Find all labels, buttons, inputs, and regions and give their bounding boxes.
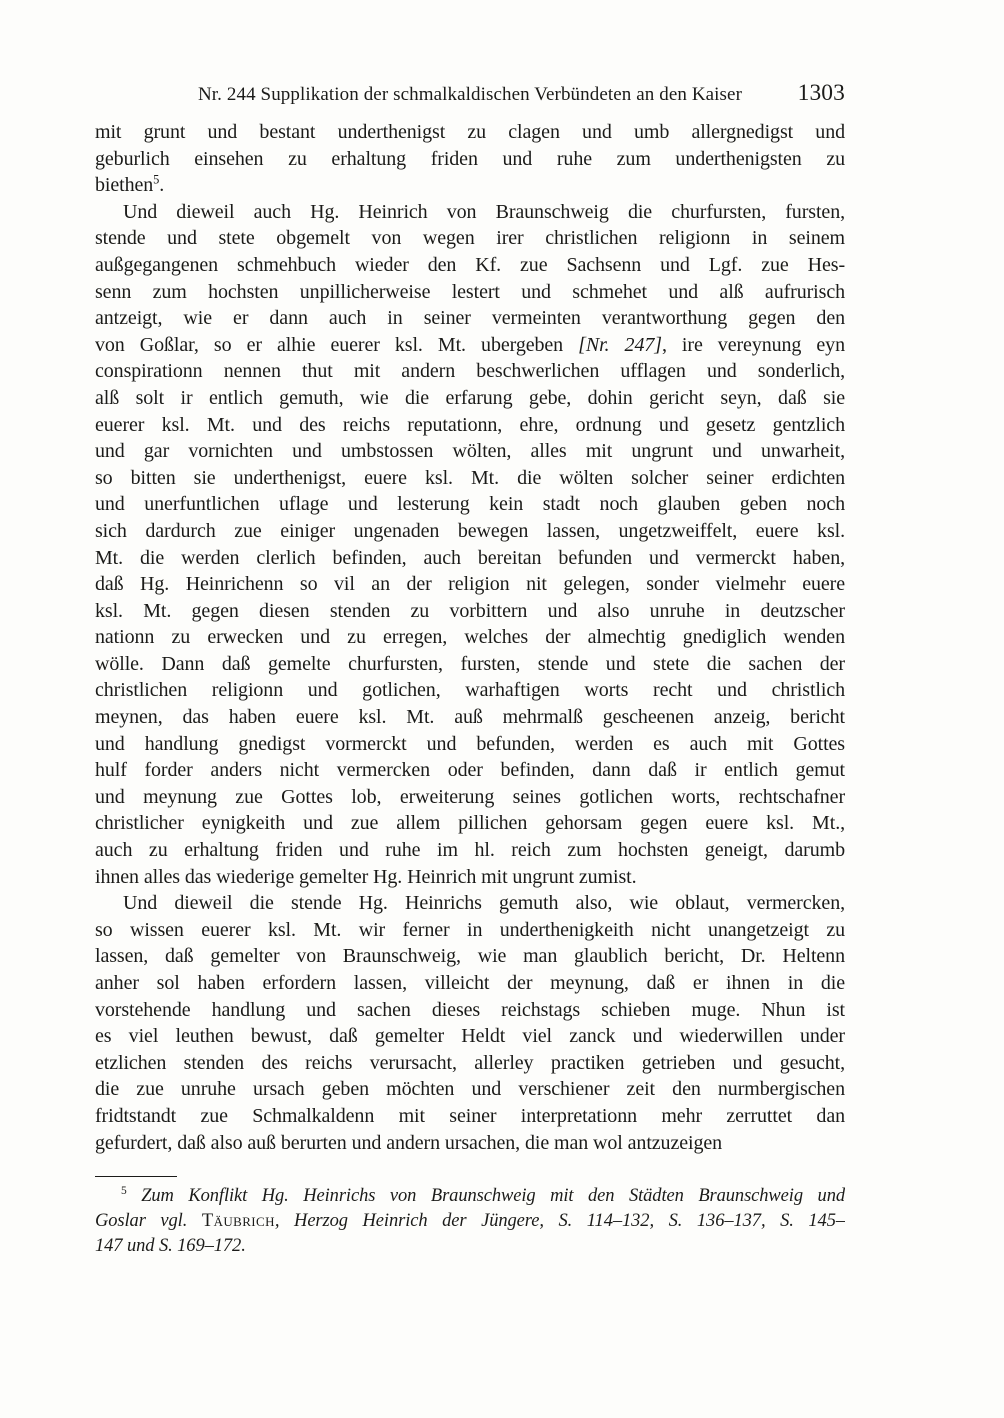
text-line (95, 943, 845, 970)
text-line (95, 279, 845, 306)
text-line (95, 864, 845, 891)
footnote-line (95, 1184, 845, 1209)
text-line (95, 677, 845, 704)
text-segment: fridtstandt zue Schmalkaldenn mit seiner interpretationn mehr zerruttet dan (95, 1104, 845, 1127)
text-line (95, 438, 845, 465)
text-line (95, 917, 845, 944)
text-line (95, 491, 845, 518)
text-segment: und meynung zue Gottes lob, erweiterung seines gotlichen worts, rechtschafner (95, 785, 845, 808)
text-line (95, 358, 845, 385)
text-line (95, 784, 845, 811)
text-line (95, 225, 845, 252)
text-line (95, 1103, 845, 1130)
text-line (95, 970, 845, 997)
text-segment: , Herzog Heinrich der Jüngere, S. 114–132, S. 136–137, S. 145– (274, 1211, 845, 1232)
text-line (95, 172, 845, 199)
body-text (95, 119, 845, 1156)
text-line (95, 810, 845, 837)
text-line (95, 1023, 845, 1050)
text-segment: Und dieweil die stende Hg. Heinrichs gemuth also, wie oblaut, vermercken, (123, 892, 845, 915)
text-segment: lassen, daß gemelter von Braunschweig, wie man glaublich bericht, Dr. Heltenn (95, 945, 845, 968)
text-line (95, 518, 845, 545)
text-line (95, 837, 845, 864)
text-segment: gefurdert, daß also auß berurten und andern ursachen, die man wol antzuzeigen (95, 1131, 723, 1154)
text-segment: so bitten sie underthenigst, euere ksl. Mt. die wölten solcher seiner erdichten (95, 466, 845, 489)
text-line (95, 1076, 845, 1103)
text-line (95, 412, 845, 439)
text-segment: Und dieweil auch Hg. Heinrich von Braunschweig die churfursten, fursten, (123, 200, 845, 223)
text-segment: , ire vereynung eyn (661, 333, 845, 356)
text-line (95, 305, 845, 332)
text-segment: und unerfuntlichen uflage und lesterung kein stadt noch glauben geben noch (95, 493, 845, 516)
text-line (95, 146, 845, 173)
text-line (95, 624, 845, 651)
text-line (95, 598, 845, 625)
text-segment: Zum Konflikt Hg. Heinrichs von Braunschweig mit den Städten Braunschweig und (141, 1186, 845, 1207)
text-segment: conspirationn nennen thut mit andern beschwerlichen ufflagen und sonderlich, (95, 360, 845, 383)
text-line (95, 385, 845, 412)
text-segment: ihnen alles das wiederige gemelter Hg. Heinrich mit ungrunt zumist. (95, 865, 637, 888)
footnote-separator-rule (95, 1176, 177, 1177)
text-segment: sich dardurch zue einiger ungenaden bewegen lassen, ungetzweiffelt, euere ksl. (95, 519, 845, 542)
text-segment: stende und stete obgemelt von wegen irer christlichen religionn in seinem (95, 227, 845, 250)
book-page (95, 0, 845, 1259)
text-line (95, 199, 845, 226)
text-line (95, 997, 845, 1024)
text-segment: biethen (95, 174, 154, 197)
text-line (95, 890, 845, 917)
text-line (95, 731, 845, 758)
text-segment: und handlung gnedigst vormerckt und befunden, werden es auch mit Gottes (95, 732, 845, 755)
page-header (95, 80, 845, 112)
text-segment: senn zum hochsten unpillicherweise lestert und schmehet und alß aufrurisch (95, 280, 845, 303)
text-segment: euerer ksl. Mt. und des reichs reputationn, ehre, ordnung und gesetz gentzlich (95, 413, 845, 436)
text-segment: außgegangenen schmehbuch wieder den Kf. zue Sachsenn und Lgf. zue Hes- (95, 253, 845, 276)
text-segment: ksl. Mt. gegen diesen stenden zu vorbittern und also unruhe in deutzscher (95, 599, 845, 622)
text-segment: es viel leuthen bewust, daß gemelter Heldt viel zanck und wiederwillen under (95, 1025, 845, 1048)
text-line (95, 1050, 845, 1077)
text-segment (127, 1186, 142, 1206)
text-line (95, 545, 845, 572)
text-line (95, 651, 845, 678)
text-segment: von Goßlar, so er alhie euerer ksl. Mt. ubergeben (95, 333, 579, 356)
text-segment: antzeigt, wie er dann auch in seiner vermeinten verantworthung gegen den (95, 307, 845, 330)
text-line (95, 252, 845, 279)
text-segment: christlichen religionn und gotlichen, warhaftigen worts recht und christlich (95, 679, 845, 702)
text-segment: die zue unruhe ursach geben möchten und verschiener zeit den nurmbergischen (95, 1078, 845, 1101)
page-number: 1303 (797, 80, 845, 106)
text-segment: mit grunt und bestant underthenigst zu clagen und umb allergnedigst und (95, 121, 845, 143)
text-segment: daß Hg. Heinrichenn so vil an der religion nit gelegen, sonder vielmehr euere (95, 573, 845, 596)
footnote-section (95, 1176, 845, 1259)
text-segment: [Nr. 247] (578, 333, 662, 356)
text-line (95, 757, 845, 784)
text-line (95, 332, 845, 359)
text-line (95, 1130, 845, 1157)
running-header: Nr. 244 Supplikation der schmalkaldischen Verbündeten an den Kaiser (197, 84, 743, 105)
text-segment: und gar vornichten und umbstossen wölten, alles mit ungrunt und unwarheit, (95, 440, 845, 463)
text-segment: wölle. Dann daß gemelte churfursten, fursten, stende und stete die sachen der (95, 652, 845, 675)
text-line (95, 704, 845, 731)
text-segment: Täubrich (201, 1211, 275, 1232)
text-line (95, 119, 845, 146)
text-segment: etzlichen stenden des reichs verursacht, allerley practiken getrieben und gesucht, (95, 1051, 845, 1074)
text-line (95, 571, 845, 598)
footnote-reference: 5 (153, 172, 160, 187)
text-segment: geburlich einsehen zu erhaltung friden und ruhe zum underthenigsten zu (95, 147, 845, 170)
footnote-reference: 5 (121, 1185, 127, 1197)
footnote-line (95, 1209, 845, 1234)
text-segment: meynen, das haben euere ksl. Mt. auß mehrmalß gescheenen anzeig, bericht (95, 706, 845, 729)
text-segment: Goslar vgl. (95, 1211, 202, 1232)
text-segment: hulf forder anders nicht vermercken oder befinden, dann daß ir entlich gemut (95, 759, 845, 782)
text-segment: anher sol haben erfordern lassen, villeicht der meynung, daß er ihnen in die (95, 972, 845, 994)
footnote-line (95, 1234, 845, 1259)
text-segment: Mt. die werden clerlich befinden, auch bereitan befunden und vermerckt haben, (95, 546, 845, 569)
text-segment: 147 und S. 169–172. (95, 1236, 246, 1257)
text-line (95, 465, 845, 492)
text-segment: auch zu erhaltung friden und ruhe im hl. reich zum hochsten geneigt, darumb (95, 839, 845, 862)
text-segment: christlicher eynigkeith und zue allem pillichen gehorsam gegen euere ksl. Mt., (95, 812, 845, 835)
text-segment: alß solt ir entlich gemuth, wie die erfarung gebe, dohin gericht seyn, daß sie (95, 386, 845, 409)
text-segment: nationn zu erwecken und zu erregen, welches der almechtig gnediglich wenden (95, 626, 845, 649)
footnote-text (95, 1184, 845, 1259)
text-segment: so wissen euerer ksl. Mt. wir ferner in underthenigkeith nicht unangetzeigt zu (95, 918, 845, 941)
text-segment: vorstehende handlung und sachen dieses reichstags schieben muge. Nhun ist (95, 998, 845, 1021)
text-segment: . (159, 174, 165, 197)
